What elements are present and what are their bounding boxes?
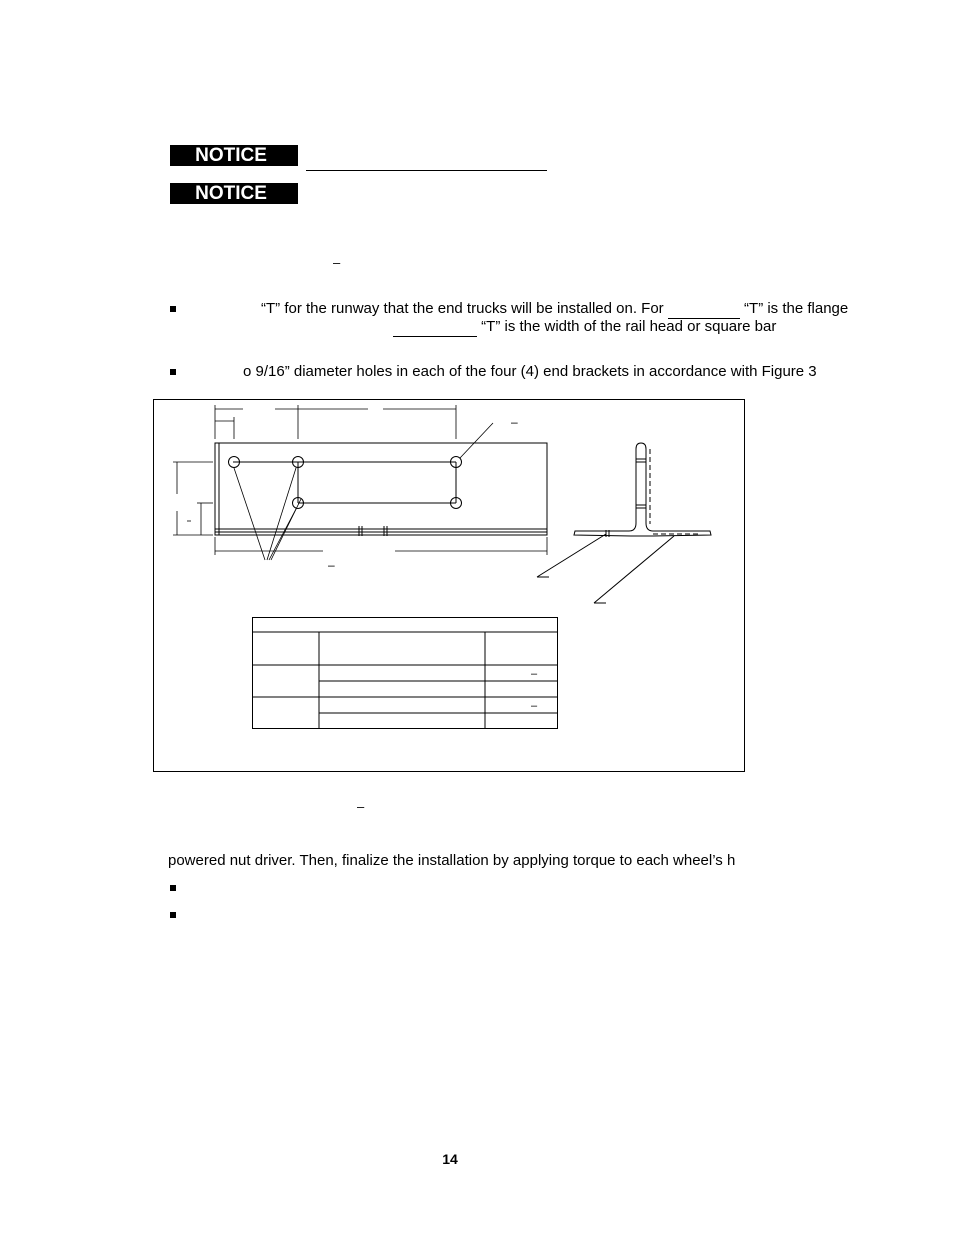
fill-in-blank <box>393 318 477 337</box>
page-number: 14 <box>442 1151 458 1167</box>
bullet-item-1-line-2 <box>393 318 776 337</box>
bullet-item-1 <box>261 300 848 319</box>
dash-mark-top: – <box>333 255 341 270</box>
notice-label-1: NOTICE <box>170 145 298 166</box>
bullet-item-1-text-b: “T” is the flange <box>744 300 849 317</box>
notice-underline <box>306 170 547 171</box>
bullet-item-2: o 9/16” diameter holes in each of the four (4) end brackets in accordance with Figure 3 <box>243 363 817 380</box>
dim-mark-right: – <box>511 415 518 429</box>
bullet-marker <box>170 306 176 312</box>
bullet-marker <box>170 369 176 375</box>
bracket-plan-view <box>215 443 547 536</box>
bullet-item-1-line-2-text: “T” is the width of the rail head or square bar <box>481 318 777 335</box>
notice-label-2: NOTICE <box>170 183 298 204</box>
bullet-item-1-text-a: “T” for the runway that the end trucks will be installed on. For <box>261 300 664 317</box>
dim-mark-bottom: – <box>328 558 335 572</box>
table-cell-mark-1: – <box>531 668 538 680</box>
fill-in-blank <box>668 300 740 319</box>
body-paragraph-nut-driver: powered nut driver. Then, finalize the installation by applying torque to each wheel’s h <box>168 852 736 869</box>
dash-mark-after-figure: – <box>357 799 365 814</box>
bracket-side-view <box>537 443 711 603</box>
bracket-drawing-figure <box>153 399 745 772</box>
dimension-table <box>253 618 558 729</box>
dimension-lines <box>173 405 547 560</box>
bullet-marker <box>170 912 176 918</box>
bullet-marker <box>170 885 176 891</box>
table-cell-mark-2: – <box>531 700 538 712</box>
